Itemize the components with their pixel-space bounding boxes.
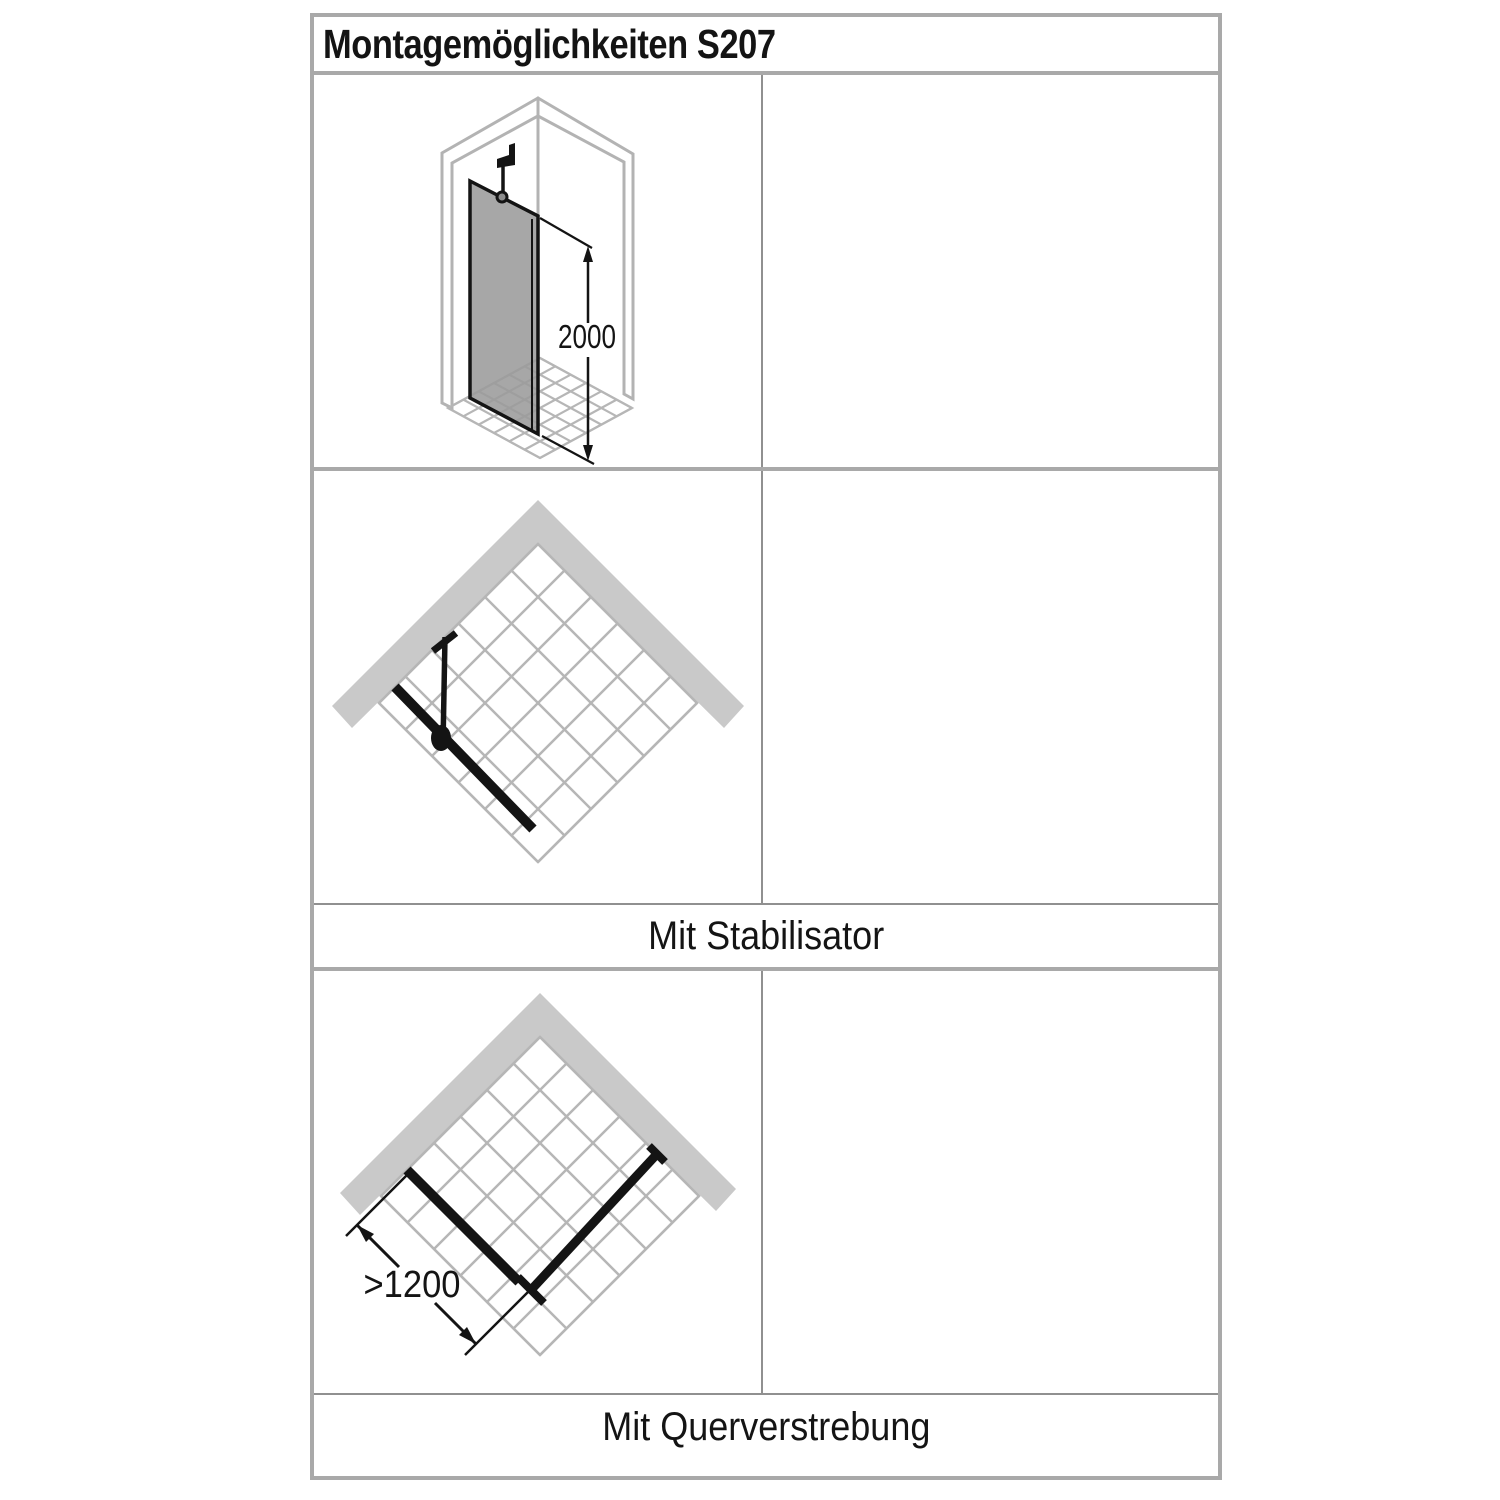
glass-panel-plan: [395, 687, 533, 829]
row-plan-crossbrace: [314, 971, 1218, 1395]
tile-floor: [379, 544, 697, 862]
ceiling-stabilizer-rod: [497, 143, 515, 202]
column-divider: [761, 471, 763, 903]
caption-stabilizer-row: [314, 905, 1218, 971]
cross-brace: [518, 1146, 665, 1303]
column-divider: [761, 75, 763, 467]
column-divider: [761, 971, 763, 1393]
caption-crossbrace-row: [314, 1395, 1218, 1460]
caption-crossbrace: Mit Querverstrebung: [601, 1405, 931, 1449]
isometric-diagram: [400, 81, 700, 471]
plan-stabilizer-diagram: [320, 487, 750, 897]
dimension-label-height: 2000: [558, 318, 616, 355]
table-header-row: [314, 17, 1218, 75]
mounting-options-table: [310, 13, 1222, 1480]
glass-panel: [470, 181, 538, 434]
row-plan-stabilizer: [314, 471, 1218, 905]
page-title: Montagemöglichkeiten S207: [323, 20, 776, 67]
caption-stabilizer: Mit Stabilisator: [647, 913, 885, 958]
ceiling-bracket: [497, 143, 515, 168]
stabilizer-clamp: [497, 192, 507, 202]
stabilizer-rod-plan: [431, 633, 456, 751]
height-dimension: [540, 218, 616, 464]
shower-walls: [332, 500, 744, 728]
dimension-label-width: >1200: [363, 1264, 461, 1306]
stabilizer-clamp: [431, 725, 451, 751]
row-isometric: [314, 75, 1218, 471]
plan-crossbrace-diagram: [320, 985, 750, 1390]
